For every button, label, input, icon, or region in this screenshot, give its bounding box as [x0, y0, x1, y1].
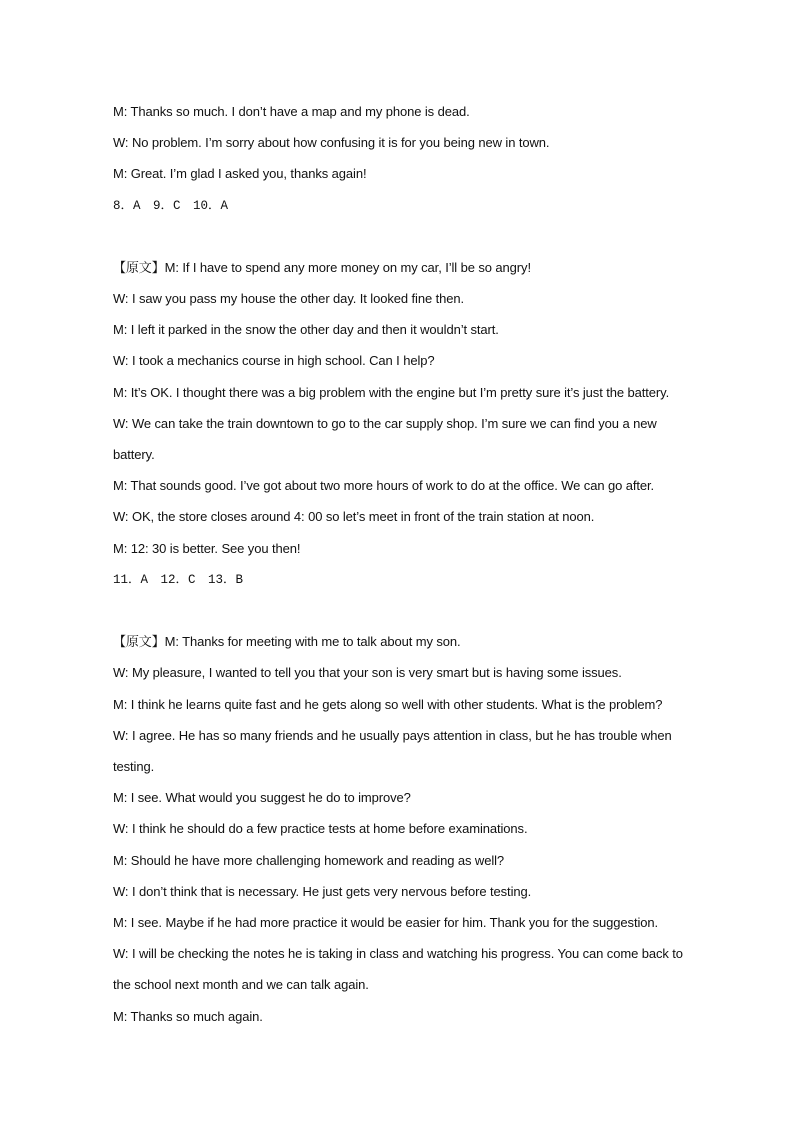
dialogue-line: the school next month and we can talk again.	[113, 977, 369, 992]
dialogue-line: W: I think he should do a few practice tests at home before examinations.	[113, 821, 528, 836]
dialogue-line: W: OK, the store closes around 4: 00 so let’s meet in front of the train station at noon.	[113, 509, 595, 524]
dialogue-line: W: I will be checking the notes he is taking in class and watching his progress. You can come back to	[113, 946, 683, 961]
dialogue-line: M: I see. What would you suggest he do to improve?	[113, 790, 411, 805]
dialogue-line: W: I took a mechanics course in high school. Can I help?	[113, 353, 435, 368]
dialogue-line: W: I saw you pass my house the other day. It looked fine then.	[113, 291, 465, 306]
dialogue-line: M: Should he have more challenging homework and reading as well?	[113, 853, 505, 868]
dialogue-line: M: 12: 30 is better. See you then!	[113, 541, 301, 556]
dialogue-line: M: Great. I’m glad I asked you, thanks again!	[113, 166, 367, 181]
dialogue-line: M: Thanks for meeting with me to talk about my son.	[164, 634, 461, 649]
dialogue-line: M: It’s OK. I thought there was a big problem with the engine but I’m pretty sure it’s just the battery.	[113, 385, 670, 400]
transcript-heading-line	[113, 633, 461, 652]
dialogue-line: M: I left it parked in the snow the other day and then it wouldn’t start.	[113, 322, 499, 337]
dialogue-line: battery.	[113, 447, 155, 462]
dialogue-line: M: I see. Maybe if he had more practice it would be easier for him. Thank you for the suggestion.	[113, 915, 659, 930]
dialogue-line: M: That sounds good. I’ve got about two more hours of work to do at the office. We can go after.	[113, 478, 655, 493]
dialogue-line: M: If I have to spend any more money on my car, I’ll be so angry!	[164, 260, 531, 275]
dialogue-line: M: Thanks so much. I don’t have a map and my phone is dead.	[113, 104, 470, 119]
transcript-heading-line	[113, 259, 531, 278]
transcript-tag: 【原文】	[113, 261, 165, 276]
dialogue-line: testing.	[113, 759, 155, 774]
transcript-tag: 【原文】	[113, 635, 165, 650]
answer-key: 11．A 12．C 13．B	[113, 573, 244, 587]
dialogue-line: W: My pleasure, I wanted to tell you that your son is very smart but is having some issues.	[113, 665, 622, 680]
dialogue-line: M: I think he learns quite fast and he gets along so well with other students. What is the problem?	[113, 697, 663, 712]
dialogue-line: W: I don’t think that is necessary. He just gets very nervous before testing.	[113, 884, 532, 899]
dialogue-line: W: We can take the train downtown to go to the car supply shop. I’m sure we can find you a new	[113, 416, 657, 431]
dialogue-line: M: Thanks so much again.	[113, 1009, 263, 1024]
dialogue-line: W: No problem. I’m sorry about how confusing it is for you being new in town.	[113, 135, 550, 150]
dialogue-line: W: I agree. He has so many friends and he usually pays attention in class, but he has trouble when	[113, 728, 672, 743]
answer-key: 8．A 9．C 10．A	[113, 199, 229, 213]
